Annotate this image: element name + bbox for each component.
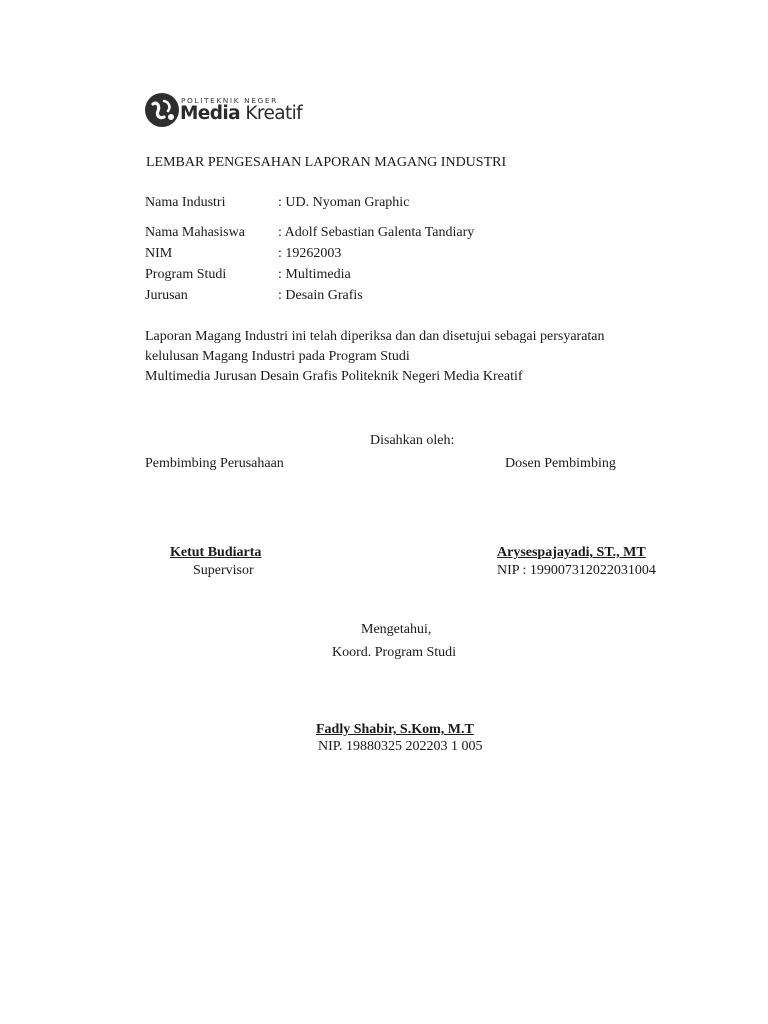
lecturer-supervisor-role: Dosen Pembimbing: [505, 456, 616, 471]
lecturer-supervisor-nip: NIP : 199007312022031004: [497, 563, 656, 578]
program-coordinator-nip: NIP. 19880325 202203 1 005: [318, 739, 483, 754]
field-label-program: Program Studi: [145, 267, 227, 282]
approval-paragraph-line-1: Laporan Magang Industri ini telah diperiksa dan dan disetujui sebagai persyaratan: [145, 329, 605, 344]
field-value-nim: : 19262003: [278, 246, 342, 261]
field-label-nim: NIM: [145, 246, 173, 261]
logo-top-text: POLITEKNIK NEGER: [181, 96, 278, 105]
field-value-industry: : UD. Nyoman Graphic: [278, 195, 410, 210]
program-coordinator-name: Fadly Shabir, S.Kom, M.T: [316, 722, 474, 737]
institution-logo: [144, 92, 303, 130]
document-title: LEMBAR PENGESAHAN LAPORAN MAGANG INDUSTRI: [146, 155, 507, 170]
approval-paragraph-line-2: kelulusan Magang Industri pada Program Studi: [145, 349, 410, 364]
approval-paragraph-line-3: Multimedia Jurusan Desain Grafis Politeknik Negeri Media Kreatif: [145, 369, 523, 384]
field-value-student: : Adolf Sebastian Galenta Tandiary: [278, 225, 475, 240]
field-value-department: : Desain Grafis: [278, 288, 363, 303]
approved-by-heading: Disahkan oleh:: [370, 433, 455, 448]
logo-main-text: [180, 105, 302, 124]
company-supervisor-name: Ketut Budiarta: [170, 545, 262, 560]
acknowledged-heading: Mengetahui,: [361, 622, 432, 637]
company-supervisor-title: Supervisor: [193, 563, 254, 578]
company-supervisor-role: Pembimbing Perusahaan: [145, 456, 284, 471]
logo-word-kreatif: Kreatif: [245, 103, 303, 124]
field-label-department: Jurusan: [145, 288, 188, 303]
field-value-program: : Multimedia: [278, 267, 351, 282]
logo-mark-icon: [144, 92, 180, 128]
logo-word-media: Media: [180, 103, 241, 124]
field-label-industry: Nama Industri: [145, 195, 226, 210]
field-label-student: Nama Mahasiswa: [145, 225, 245, 240]
lecturer-supervisor-name: Arysespajayadi, ST., MT: [497, 545, 646, 560]
program-coordinator-role: Koord. Program Studi: [332, 645, 457, 660]
